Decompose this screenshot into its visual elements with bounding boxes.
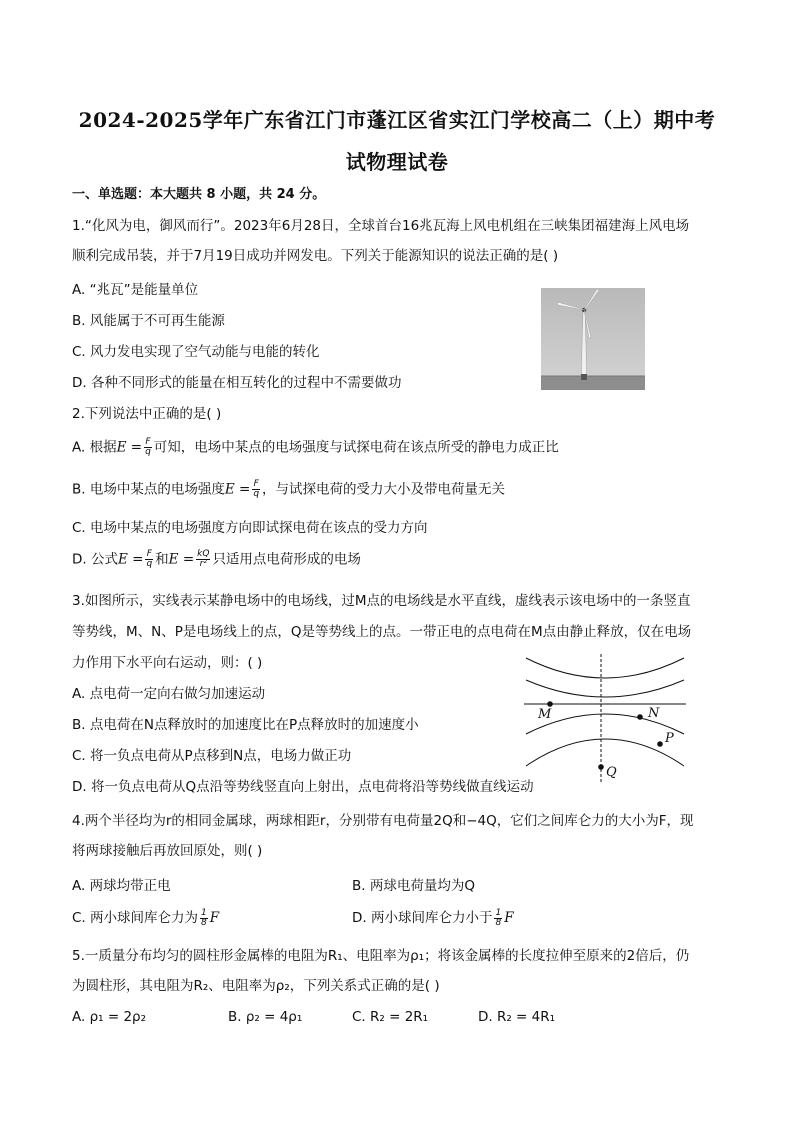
fraction-f-over-q [252,480,260,499]
formula-e-eq: E = [224,481,251,498]
fraction-f-over-q [144,438,152,457]
section-heading: 一、单选题：本大题共 8 小题，共 24 分。 [72,187,326,202]
q5-option-d: D. R₂ = 4R₁ [478,1009,556,1025]
frac-denominator: q [146,559,153,569]
point-q [598,764,604,770]
label-m: M [538,707,552,722]
q4-option-a: A. 两球均带正电 [72,878,171,894]
q3-option-d: D. 将一负点电荷从Q点沿等势线竖直向上射出，点电荷将沿等势线做直线运动 [72,779,534,795]
q1-option-d: D. 各种不同形式的能量在相互转化的过程中不需要做功 [72,375,402,391]
q1-stem-line1: 1.“化风为电，御风而行”。2023年6月28日，全球首台16兆瓦海上风电机组在三峡集团福建海上风电场 [72,218,690,234]
q2-option-b [72,480,505,499]
label-n: N [648,706,660,721]
frac-denominator: 8 [201,917,207,928]
q2-stem: 2.下列说法中正确的是( ) [72,406,222,422]
q2-a-prefix: A. 根据 [72,439,117,456]
q4-option-b: B. 两球电荷量均为Q [352,878,475,894]
frac-denominator: r² [199,559,207,569]
q1-option-a: A. “兆瓦”是能量单位 [72,282,199,298]
frac-denominator: 8 [495,917,502,928]
q4-option-d [352,906,514,928]
q2-option-d [72,550,361,569]
electric-field-diagram [520,654,690,784]
formula-e-eq: E = [117,551,144,568]
q2-b-prefix: B. 电场中某点的电场强度 [72,481,225,498]
frac-numerator: 1 [495,907,502,918]
q3-stem-line1: 3.如图所示，实线表示某静电场中的电场线，过M点的电场线是水平直线，虚线表示该电场中的一条竖直 [72,593,691,609]
fraction-one-eighth [494,909,502,928]
q5-option-a: A. ρ₁ = 2ρ₂ [72,1009,147,1025]
frac-denominator: q [145,447,151,457]
q4-stem-line2: 将两球接触后再放回原处，则( ) [72,843,263,859]
label-q: Q [606,765,617,780]
field-line-top-inner [526,680,684,697]
frac-numerator: kQ [197,549,210,559]
q3-option-b: B. 点电荷在N点释放时的加速度比在P点释放时的加速度小 [72,717,419,733]
formula-e-eq: E = [116,439,143,456]
q3-option-a: A. 点电荷一定向右做匀加速运动 [72,686,266,702]
formula-e-eq-2: E = [168,551,195,568]
exam-title-line2: 试物理试卷 [345,150,449,174]
q5-stem-line1: 5.一质量分布均匀的圆柱形金属棒的电阻为R₁、电阻率为ρ₁；将该金属棒的长度拉伸至原来的2倍后，仍 [72,948,690,964]
frac-numerator: 1 [201,907,207,918]
q4-c-prefix: C. 两小球间库仑力为 [72,910,199,926]
q2-d-suffix: 只适用点电荷形成的电场 [212,551,361,568]
q1-option-c: C. 风力发电实现了空气动能与电能的转化 [72,344,320,360]
symbol-f: F [504,910,514,926]
q5-option-c: C. R₂ = 2R₁ [352,1009,429,1025]
q5-option-b: B. ρ₂ = 4ρ₁ [228,1009,303,1025]
q1-stem-line2: 顺利完成吊装，并于7月19日成功并网发电。下列关于能源知识的说法正确的是( ) [72,248,559,264]
q4-d-prefix: D. 两小球间库仑力小于 [352,910,493,926]
q4-stem-line1: 4.两个半径均为r的相同金属球，两球相距r，分别带有电荷量2Q和−4Q，它们之间库仑力的大小为F，现 [72,813,694,829]
exam-title-line1: 2024-2025学年广东省江门市蓬江区省实江门学校高二（上）期中考 [78,108,716,132]
q4-option-c [72,906,219,928]
fraction-f-over-q [145,550,153,569]
frac-numerator: F [253,479,259,489]
frac-numerator: F [145,437,151,447]
wind-turbine-photo [541,288,645,390]
fraction-kq-over-r2 [196,550,210,569]
q2-option-c: C. 电场中某点的电场强度方向即试探电荷在该点的受力方向 [72,520,428,536]
q5-stem-line2: 为圆柱形，其电阻为R₂、电阻率为ρ₂，下列关系式正确的是( ) [72,978,440,994]
q2-option-a [72,438,559,457]
frac-numerator: F [146,549,152,559]
q3-stem-line3: 力作用下水平向右运动，则：( ) [72,655,263,671]
q2-a-suffix: 可知，电场中某点的电场强度与试探电荷在该点所受的静电力成正比 [153,439,559,456]
q1-option-b: B. 风能属于不可再生能源 [72,313,225,329]
q2-b-suffix: ，与试探电荷的受力大小及带电荷量无关 [262,481,506,498]
point-p [657,741,663,747]
q2-d-prefix: D. 公式 [72,551,118,568]
q3-stem-line2: 等势线，M、N、P是电场线上的点，Q是等势线上的点。一带正电的点电荷在M点由静止释放，仅在电场 [72,624,692,640]
point-n [637,714,643,720]
q3-option-c: C. 将一负点电荷从P点移到N点，电场力做正功 [72,748,352,764]
q2-d-mid: 和 [155,551,169,568]
label-p: P [665,731,674,746]
frac-denominator: q [253,489,260,499]
point-m [547,701,553,707]
symbol-f: F [209,910,220,926]
fraction-one-eighth [200,909,208,928]
field-line-top-outer [526,658,684,678]
